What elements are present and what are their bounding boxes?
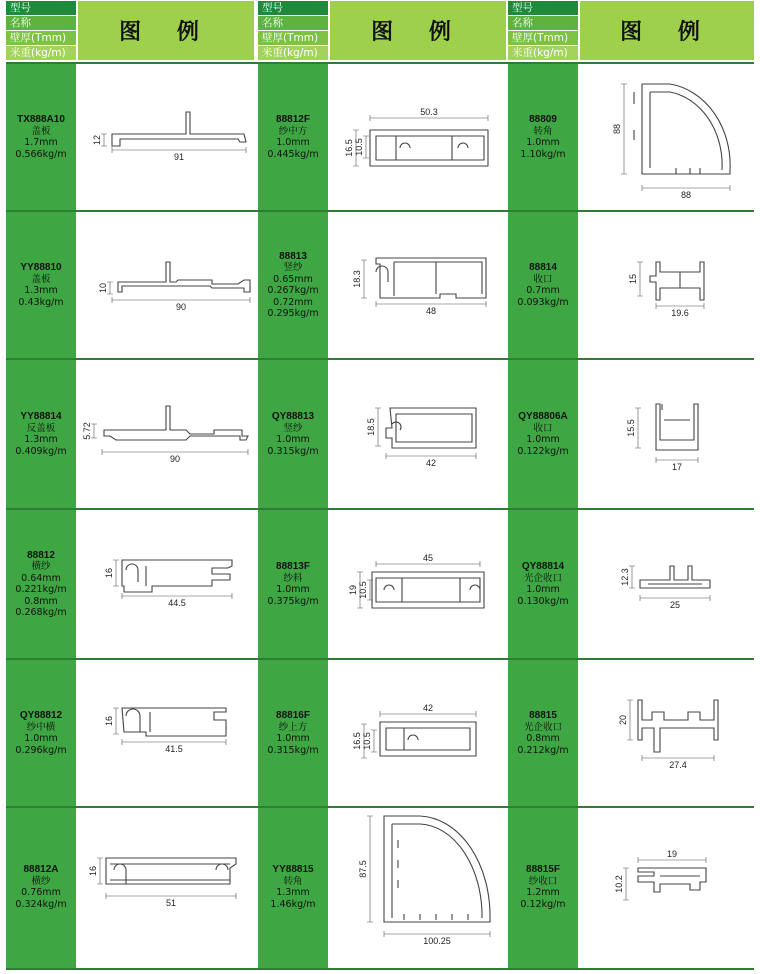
- dimension-label: 100.25: [423, 936, 451, 946]
- profile-code: QY88812: [19, 710, 63, 721]
- profile-code: 88813F: [276, 561, 310, 572]
- dimension-label: 16: [104, 715, 114, 727]
- profile-code: QY88806A: [518, 411, 568, 422]
- profile-spec: 0.295kg/m: [267, 308, 319, 319]
- dimension-label: 17: [671, 462, 683, 472]
- model-label: 型号: [6, 1, 76, 15]
- profile-spec: 0.268kg/m: [15, 607, 67, 618]
- dimension-label: 91: [173, 152, 185, 162]
- thickness-label: 壁厚(Tmm): [508, 31, 578, 45]
- profile-spec: 0.65mm: [273, 273, 313, 285]
- profile-outline: [104, 406, 248, 440]
- profile-outline: [372, 572, 484, 608]
- profile-code: 88815F: [526, 864, 560, 875]
- dimension-label: 12: [92, 134, 102, 146]
- dimension-label: 10.5: [362, 732, 372, 750]
- profile-spec: 0.445kg/m: [267, 148, 319, 160]
- dimension-label: 10: [98, 282, 108, 294]
- dimension-label: 10.5: [358, 581, 368, 599]
- profile-spec: 1.0mm: [526, 137, 560, 148]
- legend-header: 图 例: [78, 1, 254, 60]
- profile-outline: [380, 722, 476, 756]
- dimension-label: 90: [169, 454, 181, 464]
- dimension-label: 16.5: [344, 139, 354, 157]
- dimension-label: 16: [104, 567, 114, 579]
- profile-name: 竖纱: [283, 422, 303, 434]
- dimension-label: 88: [680, 190, 692, 200]
- profile-spec: 0.315kg/m: [267, 744, 319, 756]
- name-label: 名称: [6, 16, 76, 30]
- weight-label: 米重(kg/m): [6, 46, 76, 60]
- dimension-label: 19: [348, 584, 358, 596]
- dimension-label: 87.5: [358, 860, 368, 878]
- dimension-label: 41.5: [165, 744, 183, 754]
- legend-header: 图 例: [580, 1, 754, 60]
- profile-spec: 1.10kg/m: [520, 148, 566, 160]
- dimension-label: 19.6: [671, 308, 689, 318]
- weight-label: 米重(kg/m): [508, 46, 578, 60]
- model-label: 型号: [258, 1, 328, 15]
- profile-code: QY88814: [521, 561, 565, 572]
- profile-name: 收口: [533, 273, 553, 285]
- dimension-label: 50.3: [420, 107, 438, 117]
- profile-spec: 1.0mm: [24, 733, 58, 744]
- profile-spec: 0.093kg/m: [517, 296, 569, 308]
- profile-name: 横纱: [31, 875, 51, 887]
- dimension-label: 44.5: [168, 598, 186, 608]
- weight-label: 米重(kg/m): [258, 46, 328, 60]
- profile-spec: 1.0mm: [276, 733, 310, 744]
- profile-spec: 0.122kg/m: [517, 445, 569, 457]
- profile-name: 盖板: [31, 273, 51, 285]
- profile-spec: 0.76mm: [21, 887, 61, 898]
- profile-code: 88815: [529, 710, 557, 721]
- profile-spec: 1.0mm: [526, 584, 560, 595]
- model-label: 型号: [508, 1, 578, 15]
- profile-code: YY88810: [20, 262, 62, 273]
- dimension-label: 25: [669, 600, 681, 610]
- legend-header: 图 例: [330, 1, 506, 60]
- profile-code: 88813: [279, 250, 307, 262]
- profile-spec: 1.46kg/m: [270, 898, 316, 910]
- profile-spec: 0.221kg/m: [15, 584, 67, 595]
- dimension-label: 90: [175, 302, 187, 312]
- profile-spec: 0.267kg/m: [267, 285, 319, 296]
- profile-outline: [384, 816, 490, 922]
- profile-spec: 1.0mm: [276, 584, 310, 595]
- profile-name: 竖纱: [283, 262, 303, 273]
- profile-outline: [118, 262, 250, 292]
- dimension-label: 12.3: [620, 568, 630, 586]
- dimension-label: 16.5: [352, 732, 362, 750]
- profile-code: 88814: [529, 262, 557, 273]
- profile-name: 横纱: [31, 561, 51, 572]
- thickness-label: 壁厚(Tmm): [258, 31, 328, 45]
- profile-code: 88816F: [276, 710, 310, 721]
- dimension-label: 10.2: [614, 875, 624, 893]
- dimension-label: 88: [612, 123, 622, 135]
- profile-outline: [640, 566, 710, 588]
- profile-spec: 0.8mm: [526, 733, 560, 744]
- profile-code: 88809: [529, 114, 557, 125]
- profile-outline: [376, 258, 486, 298]
- profile-outline: [112, 112, 246, 146]
- name-label: 名称: [508, 16, 578, 30]
- profile-name: 纱中方: [278, 125, 308, 137]
- profile-spec: 0.375kg/m: [267, 595, 319, 607]
- name-label: 名称: [258, 16, 328, 30]
- profile-name: 光企收口: [523, 721, 562, 733]
- profile-outline: [386, 408, 476, 448]
- profile-spec: 1.2mm: [526, 887, 560, 898]
- profile-spec: 0.64mm: [21, 572, 61, 584]
- thickness-label: 壁厚(Tmm): [6, 31, 76, 45]
- profile-code: 88812F: [276, 114, 310, 125]
- profile-spec: 0.72mm: [273, 296, 313, 308]
- profile-outline: [650, 262, 704, 300]
- profile-outline: [638, 868, 706, 892]
- profile-spec: 0.324kg/m: [15, 898, 67, 910]
- profile-outline: [106, 858, 236, 884]
- profile-name: 纱中横: [26, 721, 56, 733]
- dimension-label: 15.5: [626, 419, 636, 437]
- profile-spec: 1.7mm: [24, 137, 58, 148]
- profile-name: 纱收口: [528, 875, 558, 887]
- profile-name: 转角: [283, 875, 303, 887]
- profile-code: 88812: [27, 549, 55, 561]
- profile-outline: [656, 404, 698, 450]
- profile-spec: 1.3mm: [24, 285, 58, 296]
- profile-spec: 0.296kg/m: [15, 744, 67, 756]
- profile-name: 反盖板: [26, 422, 56, 434]
- profile-spec: 1.0mm: [526, 434, 560, 445]
- profile-outline: [370, 130, 488, 166]
- dimension-label: 18.5: [366, 418, 376, 436]
- profile-outline: [638, 700, 718, 752]
- profile-spec: 0.43kg/m: [18, 296, 64, 308]
- profile-name: 收口: [533, 422, 553, 434]
- dimension-label: 15: [628, 273, 638, 285]
- dimension-label: 51: [165, 898, 177, 908]
- profile-code: TX888A10: [17, 114, 65, 125]
- dimension-label: 42: [425, 458, 437, 468]
- dimension-label: 5.72: [82, 422, 92, 440]
- profile-spec: 0.315kg/m: [267, 445, 319, 457]
- profile-name: 纱料: [283, 572, 303, 584]
- dimension-label: 20: [618, 714, 628, 726]
- dimension-label: 45: [422, 553, 434, 563]
- profile-spec: 0.566kg/m: [15, 148, 67, 160]
- dimension-label: 10.5: [354, 138, 364, 156]
- dimension-label: 42: [422, 703, 434, 713]
- dimension-label: 16: [88, 865, 98, 877]
- profile-name: 盖板: [31, 125, 51, 137]
- profile-spec: 0.212kg/m: [517, 744, 569, 756]
- profile-spec: 1.0mm: [276, 434, 310, 445]
- profile-code: YY88815: [272, 864, 314, 875]
- profile-spec: 0.12kg/m: [520, 898, 566, 910]
- profile-name: 纱上方: [278, 721, 308, 733]
- profile-code: YY88814: [20, 411, 62, 422]
- profile-spec: 0.7mm: [526, 285, 560, 296]
- profile-spec: 1.3mm: [276, 887, 310, 898]
- profile-outline: [122, 560, 232, 592]
- profile-outline: [634, 84, 730, 174]
- profile-spec: 0.130kg/m: [517, 595, 569, 607]
- profile-code: QY88813: [271, 411, 315, 422]
- dimension-label: 19: [666, 849, 678, 859]
- profile-name: 转角: [533, 125, 553, 137]
- dimension-label: 18.3: [352, 270, 362, 288]
- profile-spec: 0.409kg/m: [15, 445, 67, 457]
- profile-outline: [122, 708, 226, 736]
- profile-name: 光企收口: [523, 572, 562, 584]
- profile-code: 88812A: [23, 864, 59, 875]
- profile-spec: 1.3mm: [24, 434, 58, 445]
- dimension-label: 27.4: [669, 760, 687, 770]
- profile-spec: 0.8mm: [24, 595, 58, 607]
- profile-spec: 1.0mm: [276, 137, 310, 148]
- dimension-label: 48: [425, 306, 437, 316]
